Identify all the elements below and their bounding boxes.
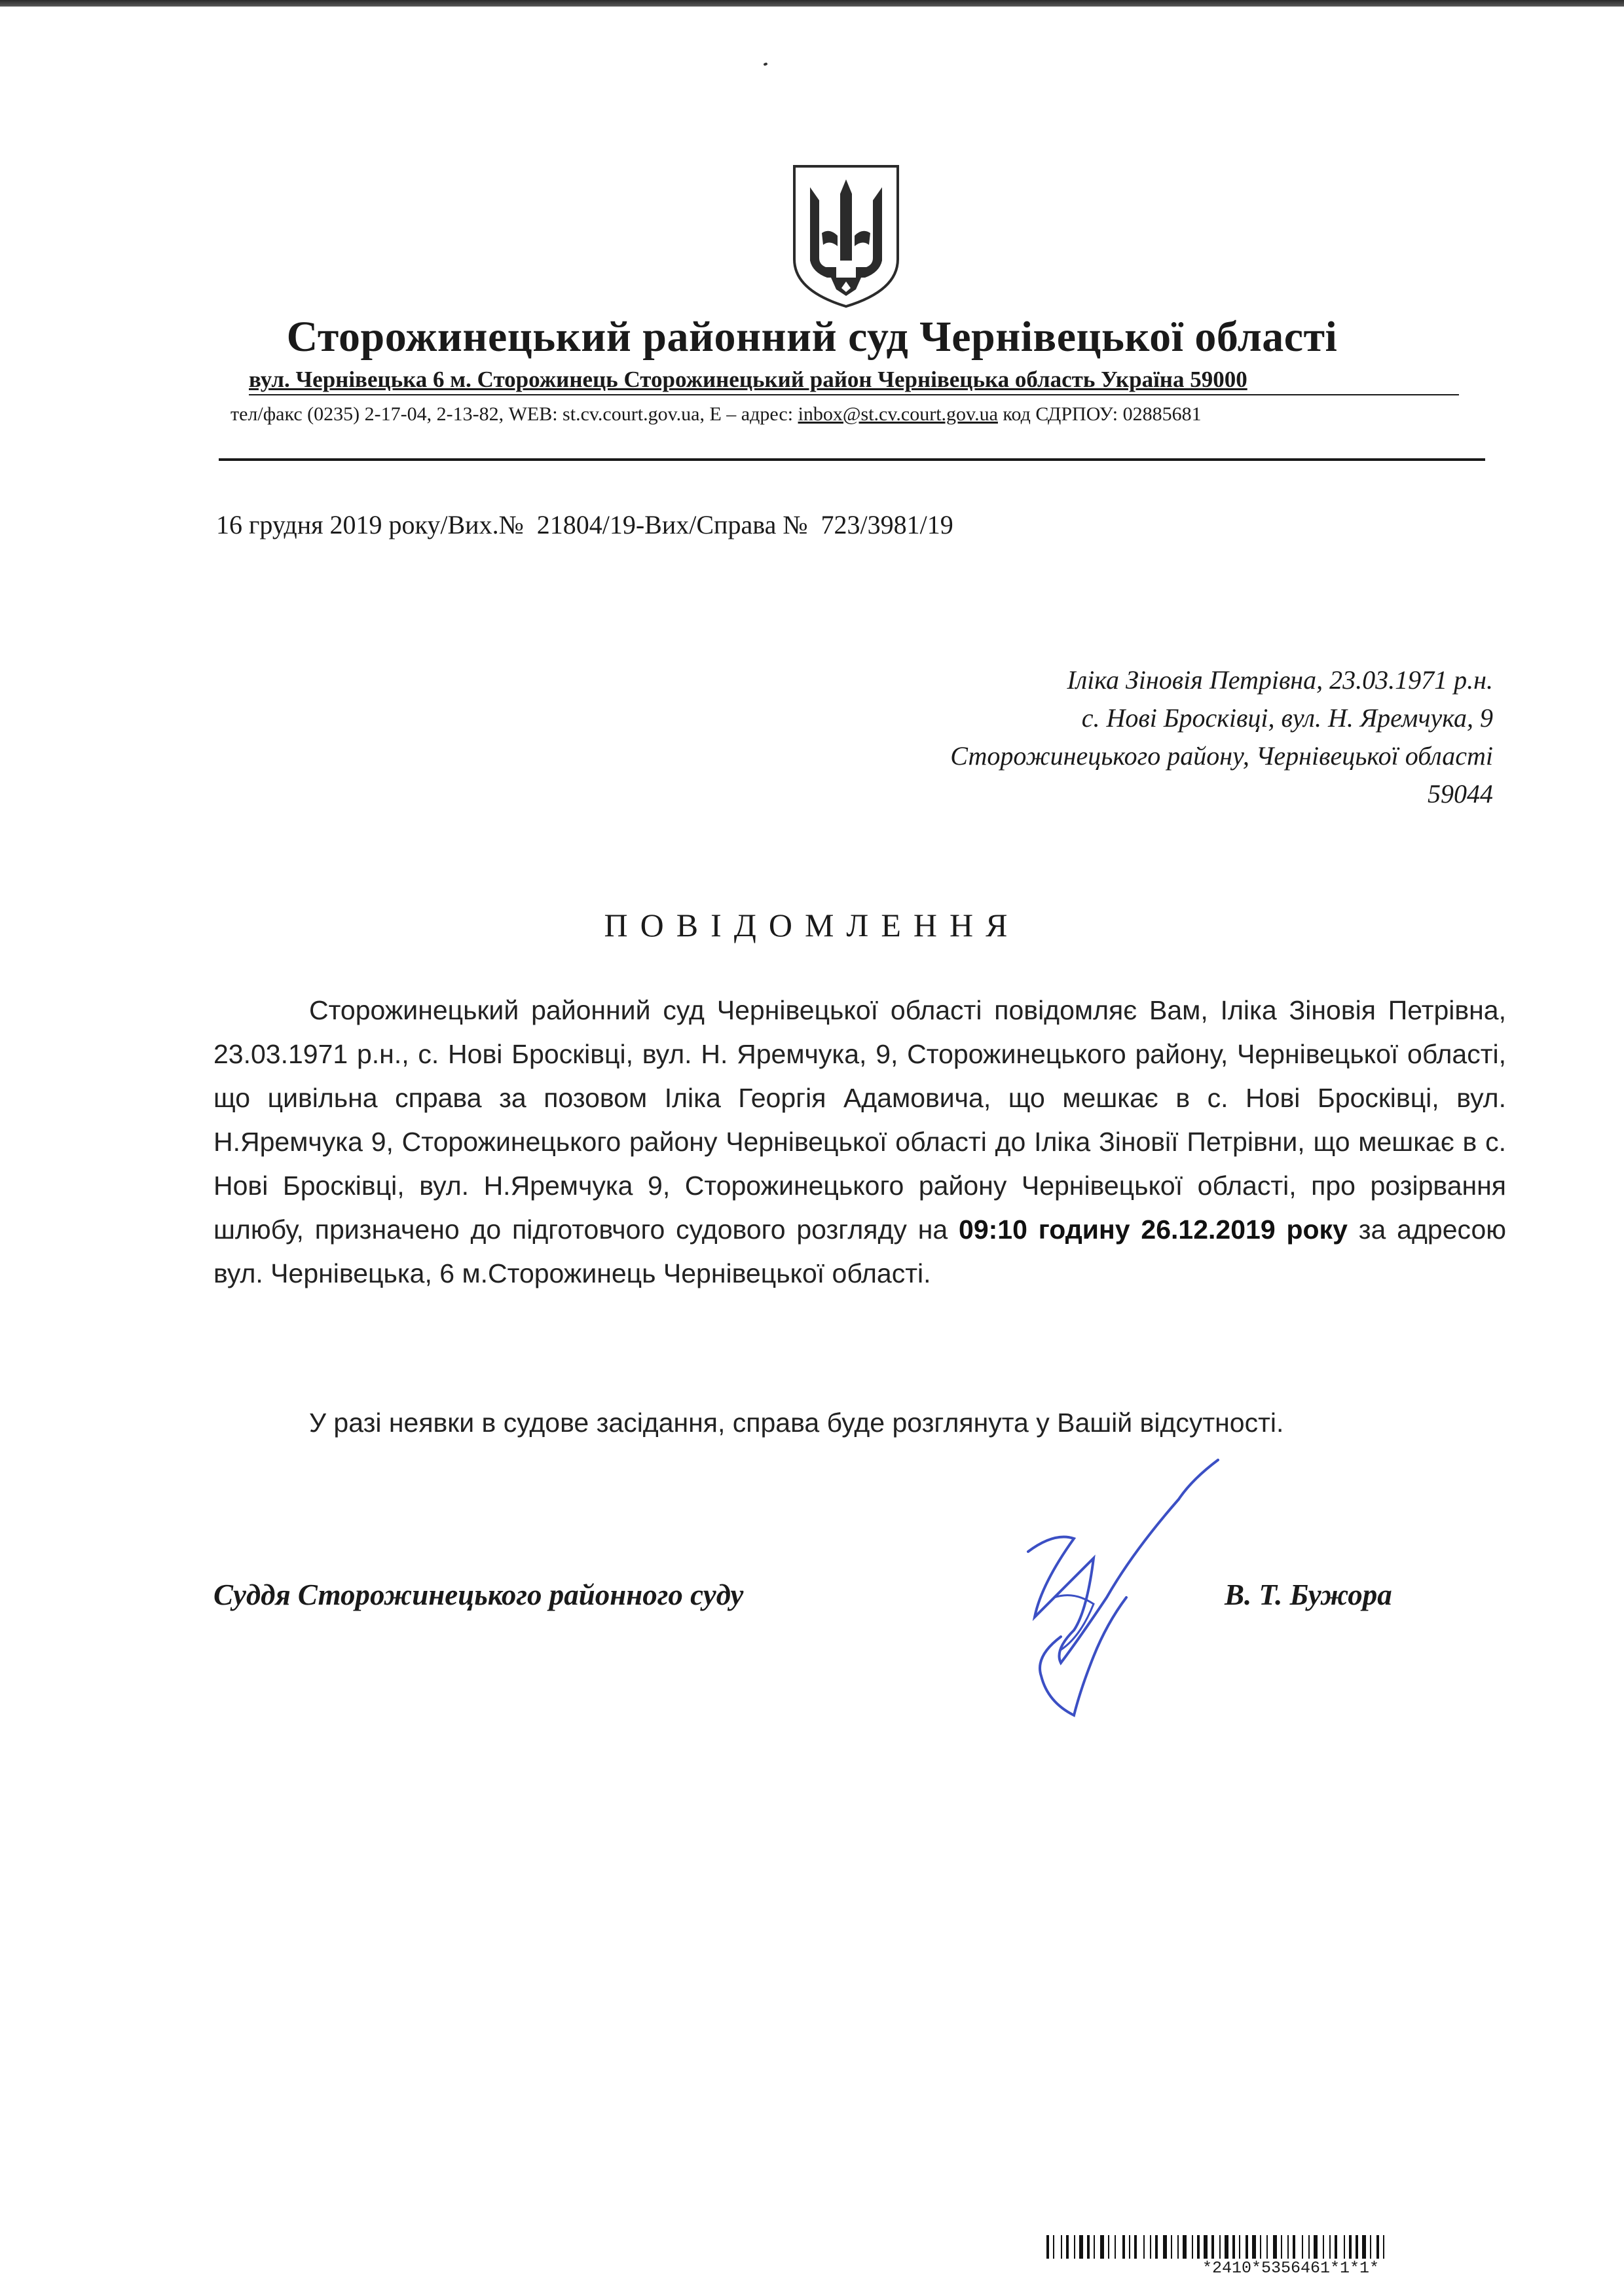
court-name: Сторожинецький районний суд Чернівецької області xyxy=(286,313,1338,361)
notice-paragraph-absence xyxy=(213,1401,1506,1445)
scan-top-edge xyxy=(0,0,1624,7)
recipient-region: Сторожинецького району, Чернівецької області xyxy=(950,741,1493,771)
scan-speck xyxy=(763,62,767,66)
coat-of-arms-icon xyxy=(790,162,902,309)
address-underline xyxy=(249,394,1459,395)
court-email-link[interactable]: inbox@st.cv.court.gov.ua xyxy=(798,403,998,425)
absence-text: У разі неявки в судове засідання, справа буде розглянута у Вашій відсутності. xyxy=(309,1408,1284,1438)
contacts-suffix: код СДРПОУ: 02885681 xyxy=(997,403,1202,425)
contacts-prefix: тел/факс (0235) 2-17-04, 2-13-82, WEB: st.cv.court.gov.ua, Е – адрес: xyxy=(231,403,798,425)
notice-title: ПОВІДОМЛЕННЯ xyxy=(604,907,1020,943)
notice-text-part2: за адресою вул. Чернівецька, 6 м.Сторожинець Чернівецької області. xyxy=(213,1214,1507,1288)
barcode-icon xyxy=(1046,2235,1544,2259)
notice-text-part1: Сторожинецький районний суд Чернівецької області повідомляє Вам, Іліка Зіновія Петрівна, 23.03.1971 р.н., с. Нові Бросківці, вул. Н. Яремчука, 9, Сторожинецького району, Чернівецької області, що цивільна справа за позовом Іліка Георгія Адамовича, що мешкає в с. Нові Бросківці, вул. Н.Яремчука 9, Сторожинецького району Чернівецької області до Іліка Зіновії Петрівни, що мешкає в с. Нові Бросківці, вул. Н.Яремчука 9, Сторожинецького району Чернівецької області, про розірвання шлюбу, призначено до підготовчого судового розгляду на xyxy=(213,995,1506,1245)
letterhead-divider xyxy=(219,458,1485,461)
court-address: вул. Чернівецька 6 м. Сторожинець Сторожинецький район Чернівецька область Україна 59000 xyxy=(249,367,1247,392)
court-contacts xyxy=(231,405,1202,424)
hearing-datetime: 09:10 годину 26.12.2019 року xyxy=(959,1214,1348,1245)
recipient-name: Іліка Зіновія Петрівна, 23.03.1971 р.н. xyxy=(1067,665,1493,695)
outgoing-reference: 16 грудня 2019 року/Вих.№ 21804/19-Вих/Справа № 723/3981/19 xyxy=(216,510,953,539)
recipient-postcode: 59044 xyxy=(1428,779,1493,809)
barcode-text: *2410*5356461*1*1* xyxy=(1202,2259,1380,2278)
notice-paragraph-main xyxy=(213,989,1506,1296)
judge-name: В. Т. Бужора xyxy=(1225,1578,1392,1611)
recipient-block xyxy=(950,661,1493,813)
judge-title: Суддя Сторожинецького районного суду xyxy=(213,1578,744,1611)
recipient-street: с. Нові Бросківці, вул. Н. Яремчука, 9 xyxy=(1081,703,1493,733)
